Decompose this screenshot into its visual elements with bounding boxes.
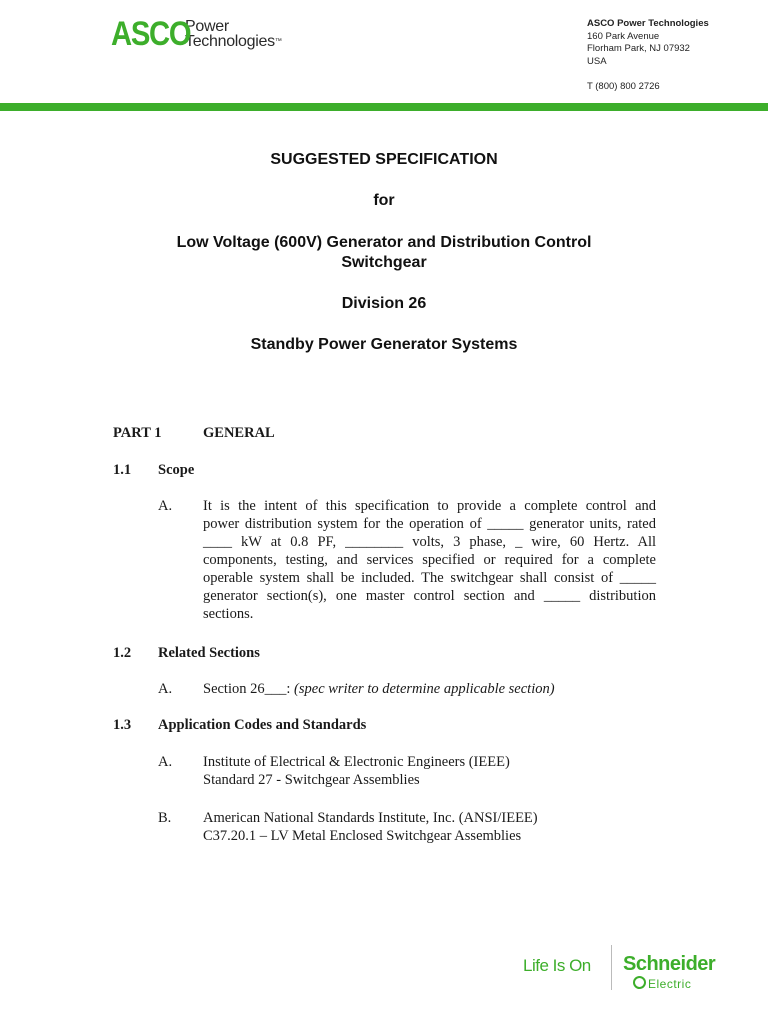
standard-item-line1: American National Standards Institute, Inc. (ANSI/IEEE): [203, 810, 538, 826]
part-heading: GENERAL: [203, 425, 275, 441]
section-1-2-heading: Related Sections: [158, 645, 260, 661]
address-phone: T (800) 800 2726: [587, 81, 660, 93]
scope-line: components, testing, and services specified or required for a complete: [203, 552, 656, 568]
scope-line: ____ kW at 0.8 PF, ________ volts, 3 phase, _ wire, 60 Hertz. All: [203, 534, 656, 550]
related-item-letter: A.: [158, 681, 173, 697]
asco-logo: [111, 14, 282, 54]
footer-logo-divider: [611, 945, 612, 990]
related-item-text: [203, 680, 555, 698]
doc-subject-line1: Low Voltage (600V) Generator and Distribution Control: [176, 234, 592, 251]
standard-item: [203, 753, 510, 789]
company-address: [587, 18, 709, 94]
scope-line: generator section(s), one master control section and _____ distribution: [203, 588, 656, 604]
life-is-on-tagline: Life Is On: [523, 956, 591, 975]
asco-logo-wordmark: [185, 19, 282, 49]
asco-logo-mark: ASCO: [111, 15, 191, 53]
doc-section-title: Standby Power Generator Systems: [250, 336, 518, 353]
schneider-e-icon: [633, 976, 646, 989]
address-street: 160 Park Avenue: [587, 30, 660, 42]
logo-word-power: Power: [185, 18, 229, 35]
standard-item-letter: B.: [158, 810, 172, 826]
logo-word-technologies: Technologies™: [185, 33, 282, 50]
address-country: USA: [587, 55, 607, 67]
doc-division: Division 26: [341, 295, 427, 312]
schneider-electric-logo: [623, 954, 715, 990]
part-number: PART 1: [113, 425, 162, 441]
standard-item-line2: C37.20.1 – LV Metal Enclosed Switchgear Assemblies: [203, 828, 522, 844]
standard-item: [203, 809, 538, 845]
scope-item-letter: A.: [158, 498, 173, 514]
scope-line: operable system shall be included. The switchgear shall consist of _____: [203, 570, 656, 586]
section-1-2-number: 1.2: [113, 645, 132, 661]
electric-wordmark: Electric: [633, 976, 715, 990]
doc-subject-line2: Switchgear: [341, 254, 427, 271]
scope-line: It is the intent of this specification to provide a complete control and: [203, 498, 656, 514]
header-divider-bar: [0, 103, 768, 111]
doc-title-for: for: [373, 192, 395, 209]
section-1-1-heading: Scope: [158, 462, 195, 478]
section-1-3-number: 1.3: [113, 717, 132, 733]
standard-item-line2: Standard 27 - Switchgear Assemblies: [203, 772, 420, 788]
section-1-3-heading: Application Codes and Standards: [158, 717, 367, 733]
section-1-1-number: 1.1: [113, 462, 132, 478]
address-city: Florham Park, NJ 07932: [587, 43, 690, 55]
schneider-wordmark: Schneider: [623, 953, 716, 975]
address-company: ASCO Power Technologies: [587, 18, 709, 29]
scope-paragraph: [203, 497, 656, 623]
standard-item-letter: A.: [158, 754, 173, 770]
scope-line: power distribution system for the operation of _____ generator units, rated: [203, 516, 656, 532]
standard-item-line1: Institute of Electrical & Electronic Engineers (IEEE): [203, 754, 510, 770]
related-section-note: (spec writer to determine applicable section): [294, 681, 555, 697]
doc-title: SUGGESTED SPECIFICATION: [270, 151, 498, 168]
related-section-label: Section 26___:: [203, 681, 295, 697]
scope-line: sections.: [203, 606, 254, 622]
